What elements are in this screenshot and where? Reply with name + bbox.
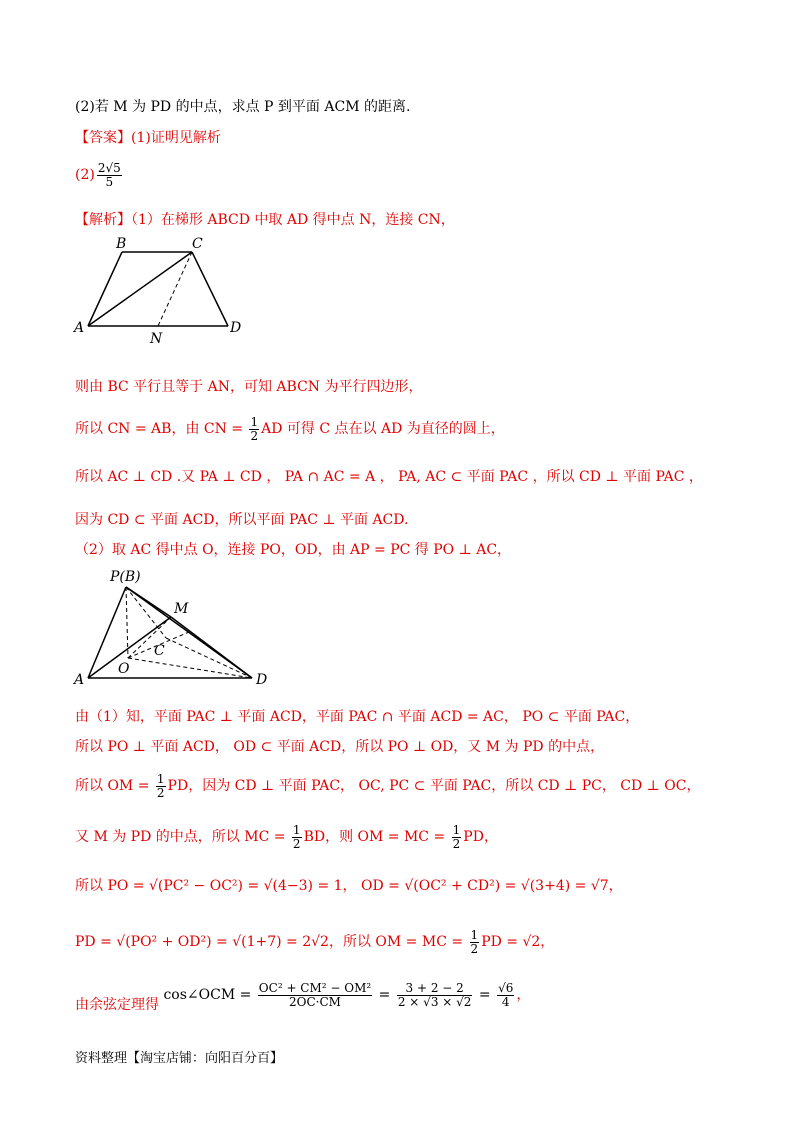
cosine-lhs: cos∠OCM = (163, 987, 256, 1003)
pyramid-figure (70, 565, 280, 695)
half-fraction (249, 416, 259, 443)
fig1-label-N: N (150, 331, 163, 347)
analysis-label: 【解析】 (75, 212, 131, 228)
step-mc-c: PD， (463, 829, 498, 845)
step-mc-b: BD，则 OM = MC = (303, 829, 450, 845)
step-circle-a: 所以 CN = AB，由 CN = (75, 421, 248, 437)
step-om (75, 772, 701, 800)
answer-part1 (75, 128, 221, 148)
step-po-perp: 所以 PO ⊥ 平面 ACD， OD ⊂ 平面 ACD，所以 PO ⊥ OD，又 M 为 PD 的中点， (75, 739, 605, 755)
om-frac-num: 1 (156, 771, 165, 786)
step-mc-a: 又 M 为 PD 的中点，所以 MC = (75, 829, 290, 845)
half-den: 2 (250, 428, 259, 443)
analysis-step1: （1）在梯形 ABCD 中取 AD 得中点 N，连接 CN， (131, 212, 455, 228)
answer-part2 (75, 160, 124, 190)
pd-frac-num: 1 (470, 927, 479, 942)
cosine-n3: √6 (498, 980, 514, 995)
step-pd-b: PD = √2， (481, 934, 555, 950)
pd-fraction (470, 929, 480, 956)
half-num: 1 (250, 414, 259, 429)
step-cosine: 由余弦定理得 cos∠OCM = $\frac{\text{OC² + CM² − OM²}}{2OC\cdot CM}$ = $\frac{3 + 2 - 2}{2 \times √3 \times √2}$ = $\frac{√6}{4}$ ， (75, 980, 531, 1013)
answer-2-fraction (97, 162, 122, 189)
fig2-label-M: M (174, 601, 189, 617)
pd-frac-den: 2 (470, 941, 479, 956)
step-om-b: PD，因为 CD ⊥ 平面 PAC， OC, PC ⊂ 平面 PAC，所以 CD ⊥ PC， CD ⊥ OC， (167, 778, 701, 794)
cosine-prefix: 由余弦定理得 (75, 997, 159, 1013)
om-frac-den: 2 (156, 785, 165, 800)
step-plane-intersection: 由（1）知，平面 PAC ⊥ 平面 ACD，平面 PAC ∩ 平面 ACD = AC， PO ⊂ 平面 PAC， (75, 709, 640, 725)
mc-frac-den: 2 (292, 836, 301, 851)
step-pd (75, 928, 554, 956)
mc-frac2-den: 2 (452, 836, 461, 851)
cosine-d1: 2OC·CM (289, 994, 341, 1009)
step-po-od: 所以 PO = √(PC² − OC²) = √(4−3) = 1， OD = √(OC² + CD²) = √(3+4) = √7， (75, 878, 623, 894)
cosine-frac-3 (497, 982, 514, 1009)
fig2-label-C: C (154, 643, 165, 659)
fig2-label-O: O (118, 661, 130, 677)
cosine-n2: 3 + 2 − 2 (397, 982, 473, 996)
mc-frac-num: 1 (292, 822, 301, 837)
fig1-label-D: D (230, 320, 242, 336)
answer-2-prefix: (2) (75, 167, 95, 183)
om-fraction (156, 773, 166, 800)
step-perpendicular: 所以 AC ⊥ CD .又 PA ⊥ CD ， PA ∩ AC = A ， PA, AC ⊂ 平面 PAC ，所以 CD ⊥ 平面 PAC ， (75, 469, 703, 485)
cosine-d2: 2 × √3 × √2 (397, 994, 472, 1009)
answer-1: (1)证明见解析 (131, 130, 221, 146)
step-part2-intro: （2）取 AC 得中点 O，连接 PO，OD，由 AP = PC 得 PO ⊥ AC， (75, 542, 512, 558)
fig2-label-A: A (74, 672, 85, 688)
step-plane-perp: 因为 CD ⊂ 平面 ACD，所以平面 PAC ⊥ 平面 ACD. (75, 512, 409, 528)
fig2-label-P: P(B) (110, 569, 141, 585)
step-circle-b: AD 可得 C 点在以 AD 为直径的圆上， (261, 421, 505, 437)
step-mc (75, 823, 498, 851)
answer-2-denominator: 5 (105, 174, 114, 189)
cosine-d3: 4 (501, 994, 510, 1009)
trapezoid-figure (70, 232, 270, 347)
cosine-frac-1 (258, 982, 372, 1009)
question-2: (2)若 M 为 PD 的中点，求点 P 到平面 ACM 的距离. (75, 99, 411, 115)
mc-fraction-2 (452, 824, 462, 851)
mc-fraction (292, 824, 302, 851)
fig1-label-C: C (192, 236, 203, 252)
analysis-intro (75, 210, 455, 230)
cosine-frac-2 (397, 982, 473, 1009)
mc-frac2-num: 1 (452, 822, 461, 837)
answer-2-numerator: 2√5 (97, 160, 121, 175)
fig1-label-A: A (74, 320, 85, 336)
fig1-label-B: B (116, 236, 127, 252)
footer-source: 资料整理【淘宝店铺：向阳百分百】 (75, 1051, 284, 1066)
cosine-n1: OC² + CM² − OM² (258, 980, 372, 995)
answer-label: 【答案】 (75, 130, 131, 146)
step-circle (75, 415, 505, 443)
step-parallelogram: 则由 BC 平行且等于 AN，可知 ABCN 为平行四边形， (75, 379, 423, 395)
step-om-a: 所以 OM = (75, 778, 154, 794)
fig2-label-D: D (256, 672, 268, 688)
step-pd-a: PD = √(PO² + OD²) = √(1+7) = 2√2，所以 OM = MC = (75, 934, 468, 950)
